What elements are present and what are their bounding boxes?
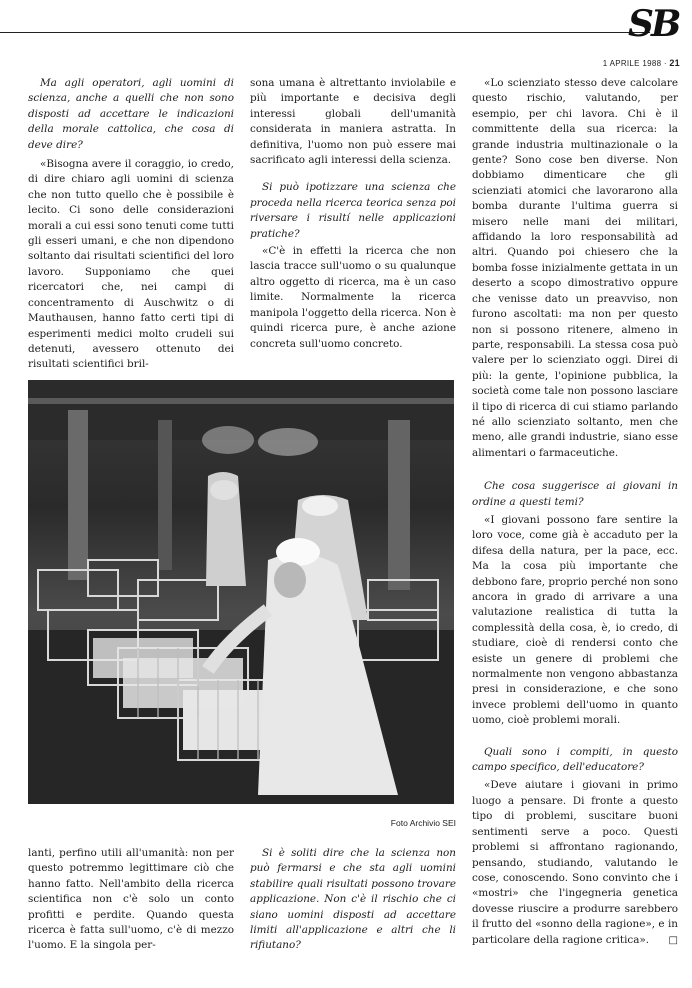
answer-paragraph: sona umana è altrettanto inviolabile e più importante e decisiva degli interessi globali dell'umanità considerata in maniera astratta. In definitiva, l'uomo non può essere mai sacrificato agli interessi della scienza.	[250, 77, 456, 167]
end-of-article-mark: □	[668, 934, 678, 946]
column-3	[472, 76, 678, 948]
photo-caption: Foto Archivio SEI	[390, 818, 456, 828]
bottom-left-column	[28, 846, 234, 954]
interview-question: Si può ipotizzare una scienza che proceda nella ricerca teorica senza poi riversare i risultí nelle applicazioni pratiche?	[250, 181, 456, 240]
answer-paragraph: «Lo scienziato stesso deve calcolare questo rischio, valutando, per esempio, per chi lavora. Chi è il committente della sua ricerca: la grande industria multinazionale o la gente? Sono cose ben diverse. Non dobbiamo dimenticare che gli scienziati atomici che lavorarono alla bomba durante l'ultima guerra si misero nelle mani dei militari, affidando la loro responsabilità ad altri. Quando poi chiesero che la bomba fosse inizialmente gettata in un deserto a scopo dimostrativo oppure che venisse dato un preavviso, non furono ascoltati: ma non per questo non si possono ritenere, almeno in parte, responsabili. La stessa cosa può valere per lo scienziato oggi. Direi di più: la gente, l'opinione pubblica, la società come tale non possono lasciare il tipo di ricerca di cui stiamo parlando né allo scienziato soltanto, men che meno, alle grandi industrie, siano esse alimentari o farmaceutiche.	[472, 77, 678, 459]
interview-question: Ma agli operatori, agli uomini di scienza, anche a quelli che non sono disposti ad accettare le indicazioni della morale cattolica, che cosa di deve dire?	[28, 77, 234, 151]
answer-paragraph	[472, 778, 678, 947]
page-number: 21	[669, 58, 680, 68]
interview-question: Quali sono i compiti, in questo campo specifico, dell'educatore?	[472, 745, 678, 774]
bottom-middle-column	[250, 846, 456, 954]
answer-paragraph: «Bisogna avere il coraggio, io credo, di dire chiaro agli uomini di scienza che non tutto quello che è possibile è lecito. Ci sono delle considerazioni morali a cui essi sono tenuti come tutti gli esseri umani, e che non dipendono soltanto dai risultati scientifici del loro lavoro. Supponiamo che quei ricercatori che, nei campi di concentramento di Auschwitz o di Mauthausen, hanno fatto certi tipi di esperimenti medici molto crudeli sui detenuti, avessero ottenuto dei risultati scientifici bril-	[28, 158, 234, 371]
issue-date: 1 APRILE 1988	[602, 59, 662, 68]
nursery-photo	[28, 380, 454, 804]
answer-paragraph: «C'è in effetti la ricerca che non lascia tracce sull'uomo o su qualunque altro oggetto di ricerca, ma è un caso limite. Normalmente la ricerca manipola l'oggetto della ricerca. Non è quindi ricerca pure, è anche azione concreta sull'uomo concreto.	[250, 245, 456, 350]
interview-question: Si è soliti dire che la scienza non può fermarsi e che sta agli uomini stabilire quali risultati possono trovare applicazione. Non c'è il rischio che ci siano uomini disposti ad accettare limiti all'applicazione e altri che li rifiutano?	[250, 847, 456, 952]
answer-text: «Deve aiutare i giovani in primo luogo a pensare. Di fronte a questo tipo di problemi, suscitare buoni sentimenti serve a poco. Questi problemi si affrontano ragionando, pensando, studiando, valutando le cose, conoscendo. Sono convinto che i «mostri» che l'ingegneria genetica dovesse riuscire a produrre sarebbero il frutto del «sonno della ragione», e in particolare della ragione critica».	[472, 779, 678, 946]
answer-paragraph: lanti, perfino utili all'umanità: non per questo potremmo legittimare ciò che hanno fatto. Nell'ambito della ricerca scientifica non c'è solo un conto profitti e perdite. Quando questa ricerca è fatta sull'uomo, c'è di mezzo l'uomo. E la singola per-	[28, 847, 234, 952]
dateline	[560, 58, 680, 68]
separator: ·	[663, 59, 670, 68]
column-1	[28, 76, 234, 373]
magazine-logo: SB	[628, 3, 679, 45]
nursery-illustration	[28, 380, 454, 804]
column-2	[250, 76, 456, 352]
header-rule	[0, 32, 650, 33]
interview-question: Che cosa suggerisce ai giovani in ordine a questi temi?	[472, 480, 678, 508]
answer-paragraph: «I giovani possono fare sentire la loro voce, come già è accaduto per la difesa della natura, per la pace, ecc. Ma la cosa più importante che debbono fare, proprio perché non sono ancora in grado di arrivare a una valutazione realistica di tutta la complessità della cosa, è, io credo, di studiare, cioè di rendersi conto che esiste un genere di problemi che normalmente non vengono abbastanza presi in considerazione, e che sono invece problemi dell'uomo in quanto uomo, cioè problemi morali.	[472, 513, 678, 727]
